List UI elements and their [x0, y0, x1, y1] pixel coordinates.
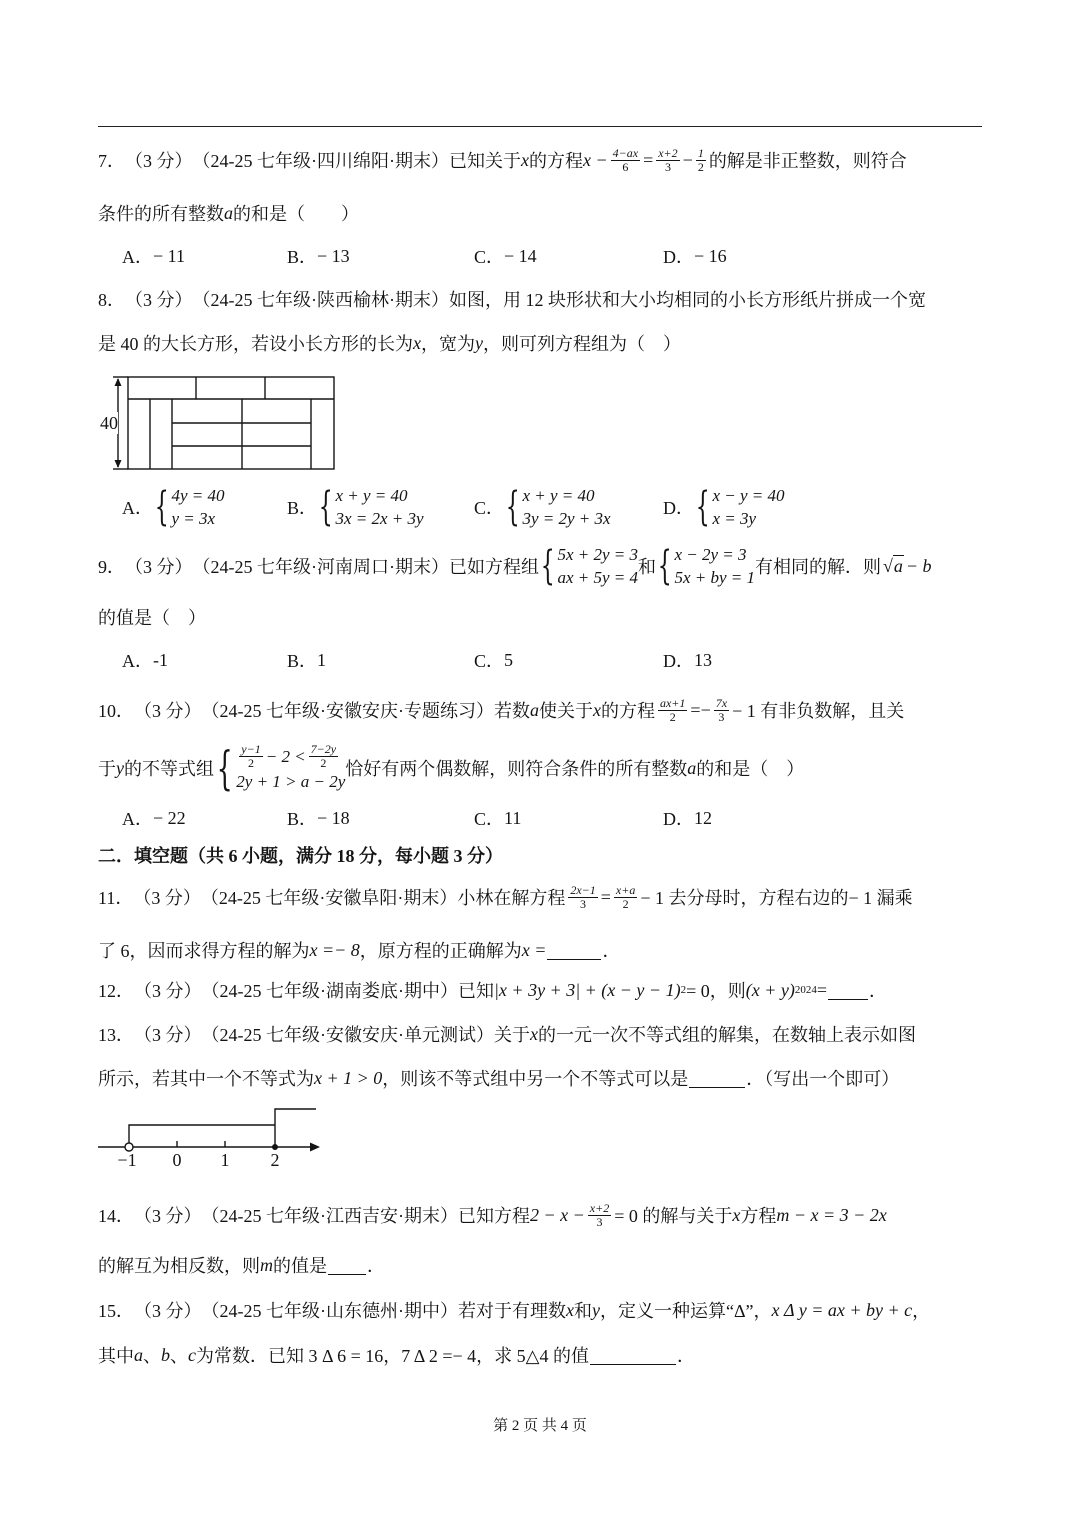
brace: { [154, 484, 169, 530]
math-expr: m − x = 3 − 2x [776, 1204, 887, 1225]
numerator: x+2 [589, 1200, 610, 1215]
question-source: （24-25 七年级·河南周口·期末） [192, 557, 449, 577]
question-source: （24-25 七年级·安徽阜阳·期末） [200, 888, 458, 908]
header-rule [98, 126, 982, 127]
option-a [122, 647, 168, 673]
question-text: 恰好有两个偶数解，则符合条件的所有整数 [345, 759, 688, 779]
question-text: ． [367, 1256, 385, 1276]
section-heading: 二．填空题（共 6 小题，满分 18 分，每小题 3 分） [98, 846, 503, 866]
option-value: -1 [153, 649, 168, 670]
q10-line-1 [98, 697, 904, 723]
denominator: 2 [669, 709, 676, 724]
question-text: 于 [98, 759, 116, 779]
variable: c [188, 1344, 196, 1365]
question-text: 如图，用 12 块形状和大小均相同的小长方形纸片拼成一个宽 [448, 290, 926, 310]
option-label: D． [663, 809, 694, 829]
answer-blank [828, 981, 868, 1000]
option-b [287, 484, 424, 530]
question-text: 和 [573, 1301, 592, 1321]
question-text: 的解是非正整数，则符合 [708, 151, 907, 171]
axis-label: 2 [270, 1150, 280, 1170]
equation-row: 5x + 2y = 3 [557, 545, 638, 564]
denominator: 3 [580, 896, 587, 911]
numerator: y−1 [241, 742, 261, 756]
q8-line-1 [98, 286, 926, 312]
question-number: 13． [98, 1025, 134, 1045]
question-text: = 0 的解与关于 [614, 1206, 733, 1226]
math-expr: = [643, 149, 654, 170]
question-number: 11． [98, 888, 134, 908]
option-label: A． [122, 809, 153, 829]
question-text: 已如方程组 [448, 557, 539, 577]
question-text: 其中 [98, 1346, 134, 1366]
variable: a [224, 202, 233, 223]
variable: x [565, 1299, 574, 1320]
arrow-head-up [115, 378, 122, 386]
question-text: 的不等式组 [124, 759, 214, 779]
axis-label: 1 [220, 1150, 230, 1170]
equation-row: x − 2y = 3 [674, 545, 747, 564]
math-expr: x =− 8 [309, 939, 360, 960]
question-source: （24-25 七年级·山东德州·期中） [201, 1301, 458, 1321]
question-number: 7． [98, 151, 125, 171]
question-text: ，则可列方程组为（ ） [483, 334, 681, 354]
question-text: = 0，则 [686, 981, 746, 1001]
option-label: B． [287, 651, 318, 671]
option-value: 1 [317, 649, 327, 670]
variable: x [520, 149, 529, 170]
question-source: （24-25 七年级·安徽安庆·专题练习） [201, 701, 494, 721]
equation-system [317, 484, 424, 530]
question-source: （24-25 七年级·陕西榆林·期末） [192, 290, 449, 310]
question-text: 的方程 [600, 701, 655, 721]
option-value: 12 [694, 807, 712, 828]
fraction [309, 743, 338, 770]
question-text: 若对于有理数 [457, 1301, 566, 1321]
variable: x [592, 699, 601, 720]
equation-system [504, 484, 611, 530]
option-label: C． [474, 498, 505, 518]
equation-row: y = 3x [171, 509, 216, 528]
radical-sign: √ [882, 556, 893, 576]
numerator: ax+1 [659, 695, 686, 710]
equation-system [153, 484, 224, 530]
option-label: D． [663, 247, 694, 267]
question-text: 的解互为相反数，则 [98, 1256, 260, 1276]
equation-system [656, 543, 755, 589]
q13-line-2 [98, 1065, 899, 1091]
brace: { [540, 543, 555, 589]
variable: y [475, 332, 483, 353]
question-text: 的和是（ ） [696, 759, 805, 779]
question-source: （24-25 七年级·安徽安庆·单元测试） [201, 1025, 494, 1045]
question-text: 、 [170, 1346, 188, 1366]
option-value: − 11 [153, 245, 185, 266]
numerator: 2x−1 [570, 882, 596, 897]
fraction [611, 147, 640, 174]
option-label: B． [287, 498, 318, 518]
option-label: C． [474, 651, 505, 671]
question-text: ． [869, 981, 887, 1001]
question-text: ，定义一种运算“Δ”， [599, 1301, 772, 1321]
question-text: ．（写出一个即可） [746, 1069, 900, 1089]
variable: a [529, 699, 539, 720]
question-text: 的和是（ ） [233, 204, 359, 224]
question-source: （24-25 七年级·四川绵阳·期末） [192, 151, 449, 171]
denominator: 2 [320, 756, 327, 770]
answer-blank [328, 1256, 366, 1275]
question-text: ，则该不等式组中另一个不等式可以是 [382, 1069, 689, 1089]
option-a [122, 484, 225, 530]
option-b [287, 647, 326, 673]
fraction [588, 1202, 611, 1229]
denominator: 2 [622, 896, 629, 911]
brace: { [657, 543, 672, 589]
question-score: （3 分） [133, 888, 201, 908]
option-b [287, 243, 350, 269]
math-expr: − b [905, 555, 932, 576]
question-text: 和 [637, 557, 656, 577]
numerator: x+a [615, 882, 636, 897]
question-text: − 1 有非负数解，且关 [732, 701, 905, 721]
variable: y [116, 757, 124, 778]
option-value: − 22 [153, 807, 186, 828]
denominator: 3 [718, 709, 725, 724]
question-text: 方程 [740, 1206, 777, 1226]
q15-line-1 [98, 1297, 930, 1323]
option-c [474, 647, 513, 673]
option-d [663, 647, 712, 673]
option-value: − 13 [317, 245, 350, 266]
question-score: （3 分） [125, 290, 193, 310]
denominator: 2 [248, 756, 254, 770]
fraction [239, 743, 262, 770]
question-score: （3 分） [134, 981, 202, 1001]
option-label: D． [663, 651, 694, 671]
math-expr: x Δ y = ax + by + c [771, 1299, 913, 1320]
variable: x [529, 1023, 538, 1044]
fraction [568, 884, 597, 911]
question-number: 12． [98, 981, 134, 1001]
question-number: 10． [98, 701, 134, 721]
q15-line-2 [98, 1342, 695, 1368]
option-d [663, 243, 727, 269]
radicand: a [893, 556, 903, 576]
question-text: 的一元一次不等式组的解集，在数轴上表示如图 [537, 1025, 916, 1045]
fraction [696, 147, 706, 174]
answer-blank [547, 941, 601, 960]
equation-row: 5x + by = 1 [674, 568, 755, 587]
option-c [474, 484, 611, 530]
figure-width-label: 40 [100, 413, 118, 433]
brace: { [318, 484, 333, 530]
question-number: 8． [98, 290, 125, 310]
math-expr: − 2 < [265, 747, 306, 766]
variable: y [591, 1299, 600, 1320]
option-value: 11 [504, 807, 522, 828]
option-a [122, 243, 185, 269]
question-text: 的方程 [528, 151, 583, 171]
equation-row: x + y = 40 [335, 486, 408, 505]
question-text: − 1 去分母时，方程右边的− 1 漏乘 [640, 888, 913, 908]
math-expr: =− [690, 699, 711, 720]
brace: { [695, 484, 710, 530]
question-text: 了 6，因而求得方程的解为 [98, 941, 310, 961]
question-text: 的值是（ ） [98, 608, 206, 628]
question-score: （3 分） [134, 1025, 202, 1045]
math-expr: x + 1 > 0 [314, 1067, 383, 1088]
inequality-system [214, 742, 345, 794]
option-label: B． [287, 247, 318, 267]
variable: x [732, 1204, 741, 1225]
denominator: 6 [622, 159, 629, 174]
fraction [714, 697, 729, 724]
variable: m [260, 1254, 273, 1275]
option-c [474, 243, 537, 269]
question-text: ，原方程的正确解为 [359, 941, 522, 961]
question-source: （24-25 七年级·湖南娄底·期中） [201, 981, 458, 1001]
page-footer: 第 2 页 共 4 页 [493, 1418, 587, 1434]
option-d [663, 484, 785, 530]
axis-arrow [310, 1143, 320, 1152]
inequality-row [236, 743, 345, 770]
question-score: （3 分） [134, 1206, 202, 1226]
fraction [658, 697, 687, 724]
rectangle-tiling-figure [96, 374, 338, 472]
numerator: x+2 [658, 145, 678, 160]
option-value: 5 [504, 649, 514, 670]
option-value: 13 [694, 649, 712, 670]
question-number: 14． [98, 1206, 134, 1226]
q12-line-1: 12． （3 分） （24-25 七年级·湖南娄底·期中） 已知 |x + 3y + 3| + (x − y − 1) 2 = 0，则 (x + y) 2024 = ． [98, 977, 887, 1003]
option-label: C． [474, 247, 505, 267]
question-text: 已知方程 [457, 1206, 530, 1226]
question-source: （24-25 七年级·江西吉安·期末） [201, 1206, 458, 1226]
question-text: 所示，若其中一个不等式为 [98, 1069, 314, 1089]
math-expr: x = [521, 939, 547, 960]
variable: a [687, 757, 697, 778]
q11-line-2 [98, 937, 620, 963]
option-label: A． [122, 651, 153, 671]
brace: { [216, 741, 233, 795]
question-text: ， [912, 1301, 931, 1321]
equation-row: 3y = 2y + 3x [522, 509, 611, 528]
math-expr: |x + 3y + 3| + (x − y − 1) [493, 979, 681, 1000]
q10-line-2 [98, 741, 805, 795]
question-score: （3 分） [125, 557, 193, 577]
option-label: A． [122, 247, 153, 267]
question-number: 15． [98, 1301, 134, 1321]
variable: b [161, 1344, 170, 1365]
q14-line-2 [98, 1252, 385, 1278]
question-text: 有相同的解．则 [754, 557, 881, 577]
numerator: 4−ax [612, 145, 639, 160]
option-label: B． [287, 809, 318, 829]
math-expr: x − [582, 149, 608, 170]
option-b [287, 805, 350, 831]
fraction [614, 884, 637, 911]
question-text: 已知 [457, 981, 494, 1001]
q14-line-1 [98, 1202, 887, 1228]
axis-label: −1 [117, 1150, 137, 1170]
fraction [656, 147, 679, 174]
q13-line-1 [98, 1021, 916, 1047]
q9-line-2 [98, 604, 206, 630]
equation-row: x + y = 40 [522, 486, 595, 505]
question-text: ． [602, 941, 621, 961]
option-value: − 16 [694, 245, 727, 266]
question-text: ，宽为 [421, 334, 475, 354]
option-a [122, 805, 186, 831]
question-text: 若数 [493, 701, 530, 721]
numerator: 7−2y [310, 742, 337, 756]
option-label: D． [663, 498, 694, 518]
equation-system [694, 484, 785, 530]
inequality-row: 2y + 1 > a − 2y [236, 772, 346, 791]
question-text: = [816, 979, 827, 1000]
variable: a [134, 1344, 143, 1365]
question-text: ． [676, 1346, 695, 1366]
question-text: 条件的所有整数 [98, 204, 224, 224]
math-expr: − [682, 149, 693, 170]
q11-line-1 [98, 884, 913, 910]
denominator: 3 [664, 159, 671, 174]
denominator: 2 [697, 159, 704, 174]
question-text: 为常数．已知 3 Δ 6 = 16，7 Δ 2 =− 4，求 5△4 的值 [196, 1346, 589, 1366]
equation-row: x = 3y [712, 509, 757, 528]
question-score: （3 分） [134, 701, 202, 721]
option-value: − 18 [317, 807, 350, 828]
option-c [474, 805, 521, 831]
q7-line-2 [98, 200, 359, 226]
equation-system [539, 543, 638, 589]
math-expr: = [600, 886, 611, 907]
question-text: 小林在解方程 [457, 888, 566, 908]
equation-row: x − y = 40 [712, 486, 785, 505]
option-d [663, 805, 712, 831]
q9-line-1 [98, 543, 932, 589]
brace: { [505, 484, 520, 530]
arrow-head-down [115, 460, 122, 468]
q7-line-1 [98, 147, 907, 173]
math-expr: (x + y) [745, 979, 795, 1000]
question-text: 使关于 [538, 701, 593, 721]
question-text: 是 40 的大长方形，若设小长方形的长为 [98, 334, 413, 354]
numerator: 1 [697, 145, 704, 160]
equation-row: 4y = 40 [171, 486, 225, 505]
q8-line-2 [98, 330, 681, 356]
answer-blank [689, 1069, 745, 1088]
question-text: 关于 [493, 1025, 530, 1045]
question-text: 已知关于 [448, 151, 521, 171]
axis-label: 0 [172, 1150, 182, 1170]
question-score: （3 分） [134, 1301, 202, 1321]
equation-row: ax + 5y = 4 [557, 568, 638, 587]
option-label: C． [474, 809, 505, 829]
equation-row: 3x = 2x + 3y [335, 509, 424, 528]
number-line-figure [96, 1104, 324, 1152]
option-label: A． [122, 498, 153, 518]
answer-blank [590, 1346, 676, 1365]
variable: x [413, 332, 421, 353]
denominator: 3 [596, 1214, 603, 1229]
solution-bracket-x-ge-2 [275, 1109, 316, 1147]
square-root [883, 555, 904, 577]
question-text: 的值是 [273, 1256, 327, 1276]
question-text: 、 [143, 1346, 161, 1366]
math-expr: 2 − x − [529, 1204, 585, 1225]
numerator: 7x [715, 695, 728, 710]
question-number: 9． [98, 557, 125, 577]
option-value: − 14 [504, 245, 537, 266]
question-score: （3 分） [125, 151, 193, 171]
solution-bracket-x-gt-neg1 [129, 1125, 275, 1143]
